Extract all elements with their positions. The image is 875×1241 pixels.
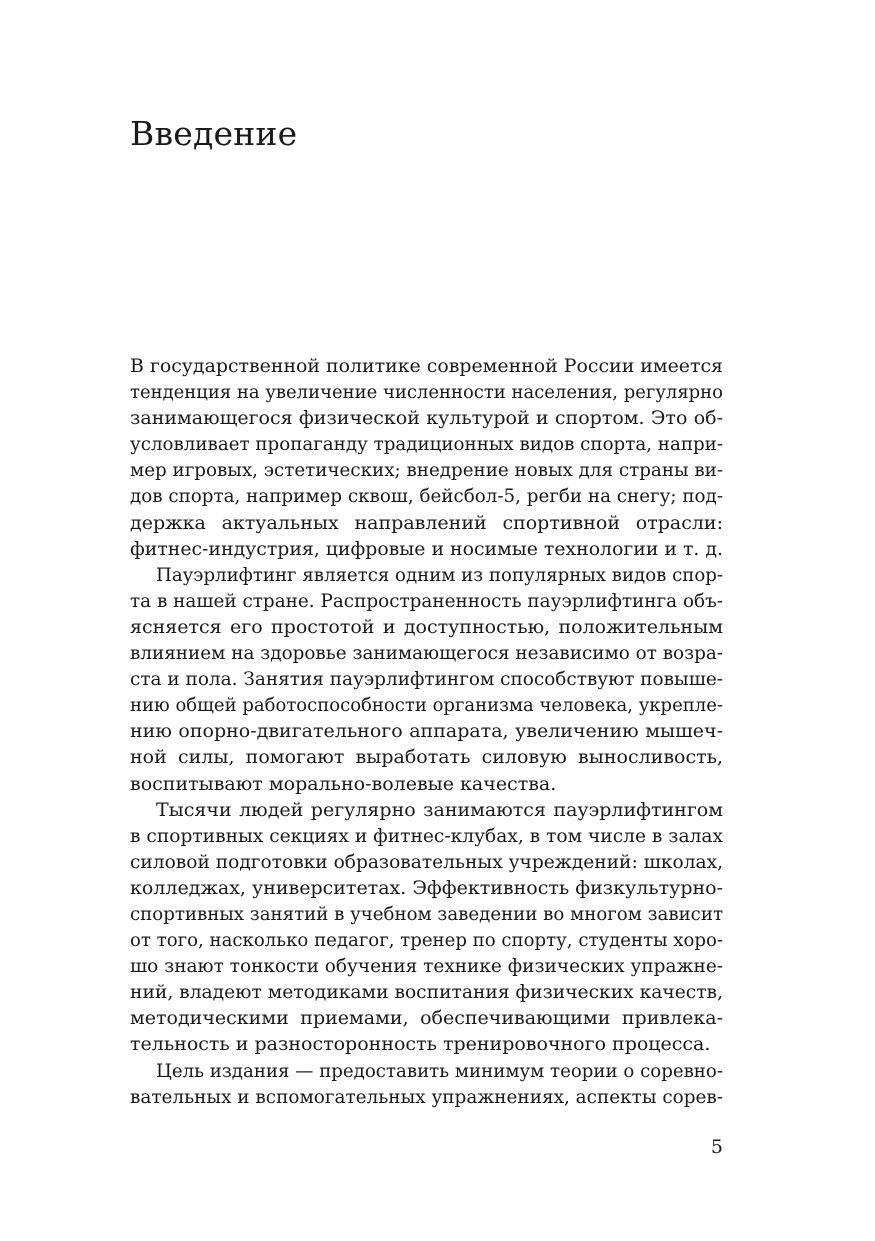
page-title: Введение [130,114,298,153]
text-line: влиянием на здоровье занимающегося независимо от возра- [130,642,723,665]
paragraph [130,353,723,562]
text-line: силовой подготовки образовательных учреждений: школах, [130,850,723,873]
text-line: ний, владеют методиками воспитания физических качеств, [130,981,723,1004]
text-line: тельность и разносторонность тренировочного процесса. [130,1033,711,1056]
text-line: шо знают тонкости обучения технике физических упражне- [130,955,723,978]
text-line: Пауэрлифтинг является одним из популярных видов спор- [156,563,723,586]
text-line: ста и пола. Занятия пауэрлифтингом способствуют повыше- [130,668,723,691]
text-line: колледжах, университетах. Эффективность физкультурно- [130,876,723,899]
text-line: ной силы, помогают выработать силовую выносливость, [130,746,723,769]
text-line: та в нашей стране. Распространенность пауэрлифтинга объ- [130,589,723,612]
paragraph [130,562,723,797]
text-line: от того, насколько педагог, тренер по спорту, студенты хоро- [130,929,723,952]
text-line: вательных и вспомогательных упражнениях, аспекты сорев- [130,1085,723,1108]
text-line: мер игровых, эстетических; внедрение новых для страны ви- [130,459,723,482]
text-line: воспитывают морально-волевые качества. [130,772,557,795]
text-line: держка актуальных направлений спортивной отрасли: [130,511,723,534]
text-line: условливает пропаганду традиционных видов спорта, напри- [130,433,723,456]
text-line: в спортивных секциях и фитнес-клубах, в том числе в залах [130,824,723,847]
body-text [130,353,723,1110]
paragraph [130,797,723,1058]
text-line: занимающегося физической культурой и спортом. Это об- [130,407,723,430]
page-number: 5 [710,1136,723,1158]
text-line: ясняется его простотой и доступностью, положительным [130,615,723,638]
paragraph [130,1058,723,1110]
text-line: дов спорта, например сквош, бейсбол-5, регби на снегу; под- [130,485,723,508]
text-line: спортивных занятий в учебном заведении во многом зависит [130,902,723,925]
text-line: Тысячи людей регулярно занимаются пауэрлифтингом [156,798,723,821]
text-line: тенденция на увеличение численности населения, регулярно [130,381,723,404]
text-line: методическими приемами, обеспечивающими привлека- [130,1007,723,1030]
text-line: нию общей работоспособности организма человека, укрепле- [130,694,723,717]
text-line: нию опорно-двигательного аппарата, увеличению мышеч- [130,720,723,743]
text-line: фитнес-индустрия, цифровые и носимые технологии и т. д. [130,537,723,560]
text-line: Цель издания — предоставить минимум теории о соревно- [156,1059,723,1082]
text-line: В государственной политике современной России имеется [130,355,723,377]
